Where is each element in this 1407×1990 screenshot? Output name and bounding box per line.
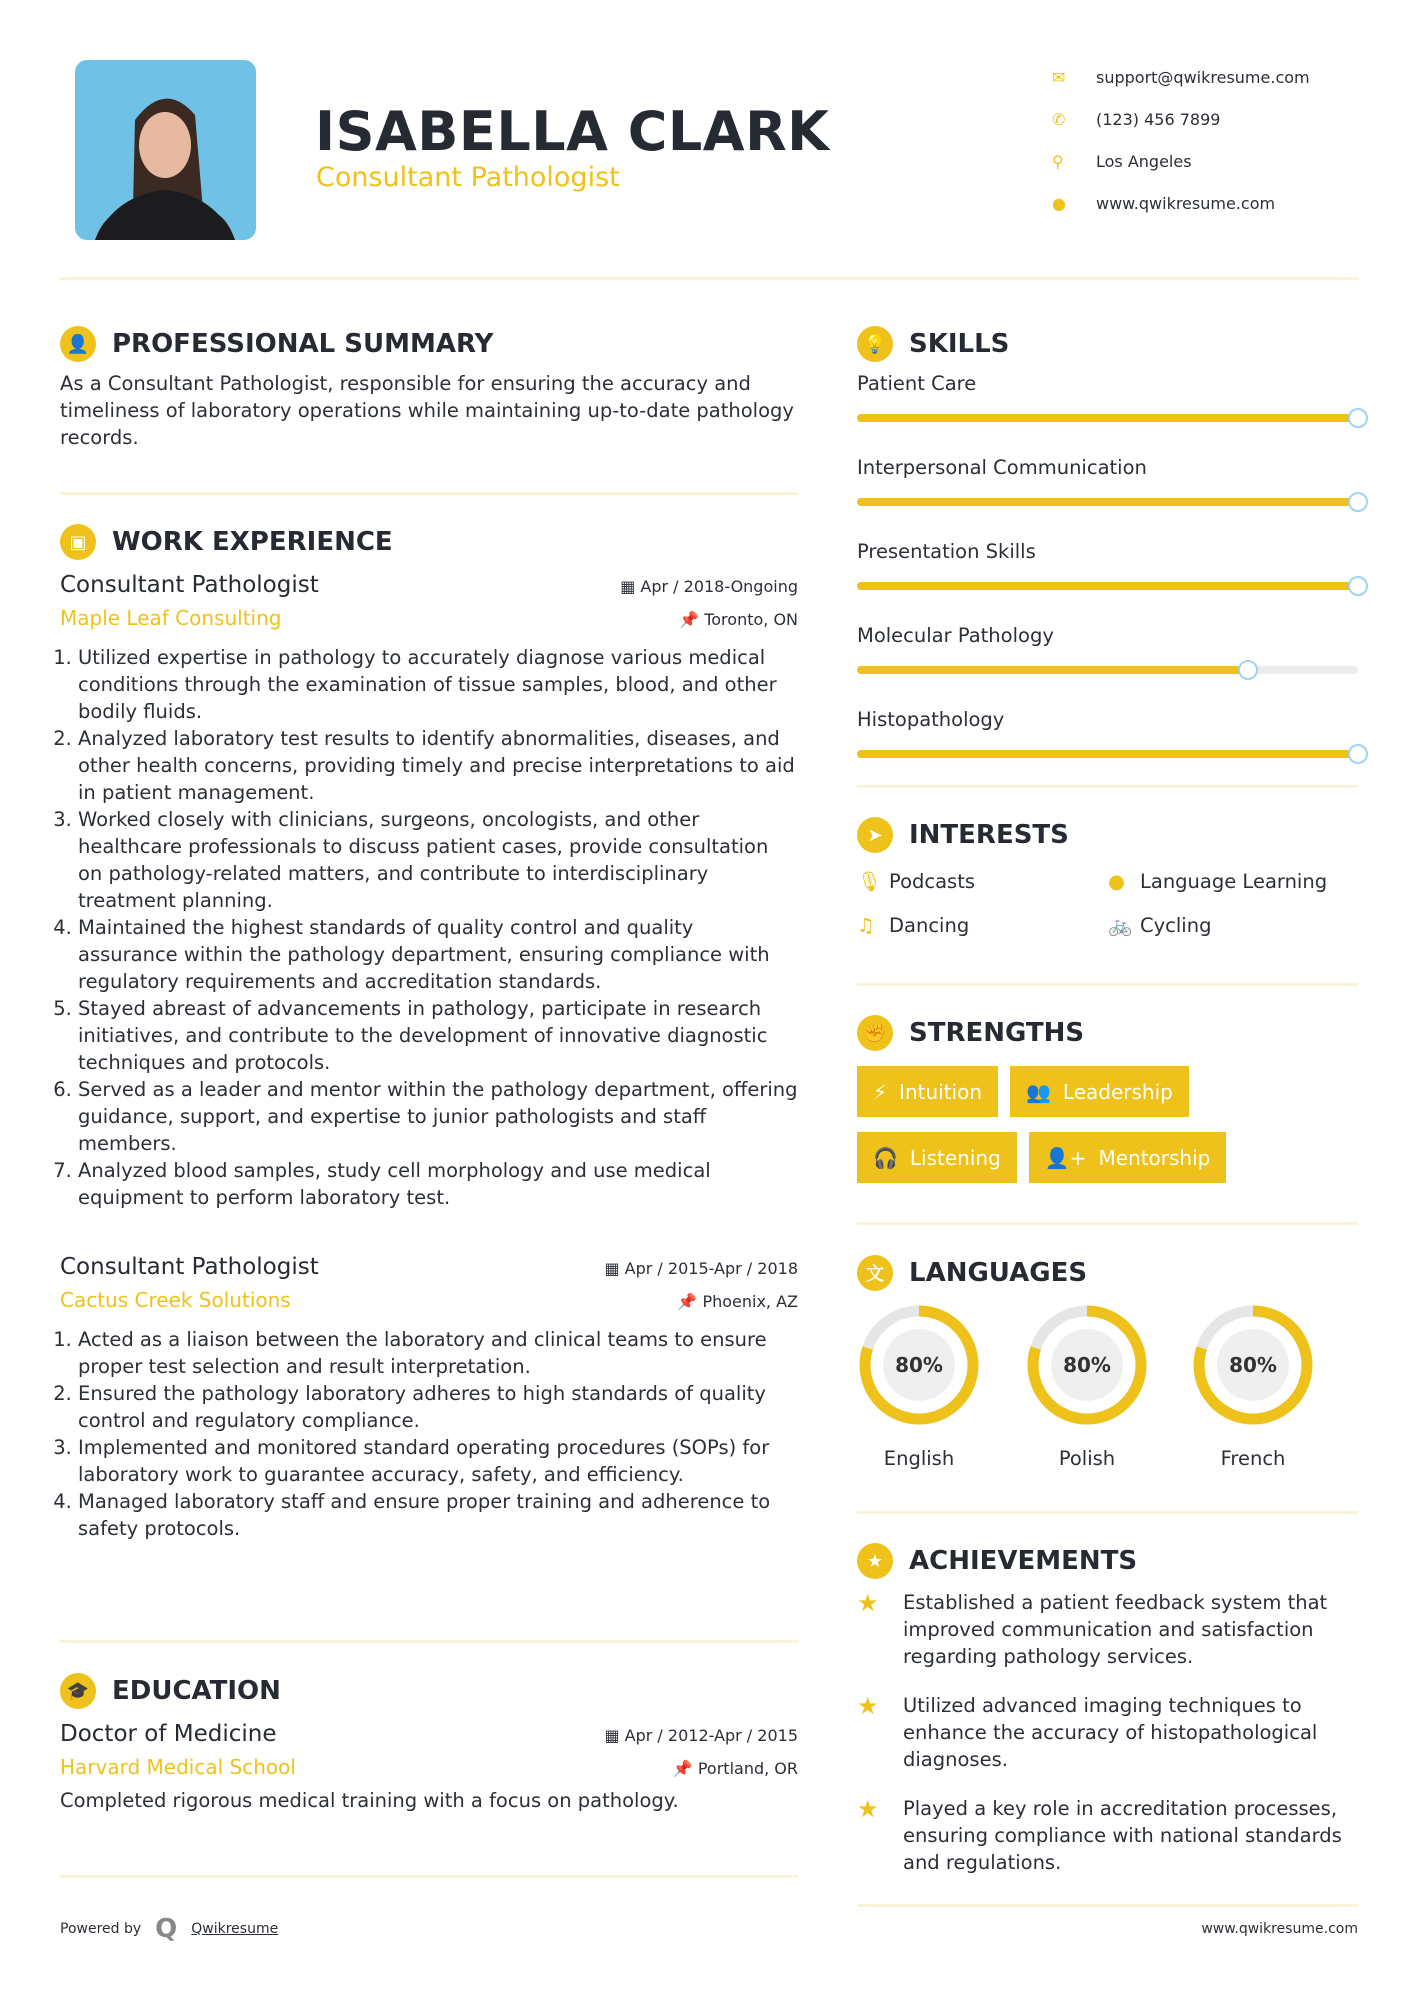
language-percent: 80% bbox=[1229, 1353, 1277, 1377]
phone-icon: ✆ bbox=[1052, 109, 1066, 129]
contact-list bbox=[1052, 56, 1310, 224]
footer-website[interactable]: www.qwikresume.com bbox=[1201, 1921, 1358, 1937]
section-heading: WORK EXPERIENCE bbox=[112, 527, 393, 557]
envelope-icon: ✉ bbox=[1052, 67, 1066, 87]
section-heading: EDUCATION bbox=[112, 1676, 281, 1706]
translate-icon: 文 bbox=[857, 1255, 893, 1291]
skill-item bbox=[857, 708, 1358, 758]
section-divider bbox=[857, 785, 1358, 788]
powered-by-label: Powered by bbox=[60, 1921, 142, 1937]
interest-item bbox=[1108, 903, 1358, 947]
contact-location bbox=[1052, 140, 1310, 182]
skill-bar-fill bbox=[857, 498, 1358, 506]
list-item: 1. Utilized expertise in pathology to accurately diagnose various medical conditions through the examination of tissue samples, blood, and other bodily fluids. bbox=[78, 644, 798, 725]
list-item: 3. Implemented and monitored standard operating procedures (SOPs) for laboratory work to guarantee accuracy, safety, and efficiency. bbox=[78, 1434, 798, 1488]
edu-description: Completed rigorous medical training with a focus on pathology. bbox=[60, 1789, 679, 1812]
section-divider bbox=[60, 1875, 798, 1878]
header-divider bbox=[60, 277, 1358, 280]
paper-plane-icon: ➤ bbox=[857, 817, 893, 853]
contact-website[interactable] bbox=[1052, 182, 1310, 224]
interest-item bbox=[857, 859, 1108, 903]
language-donut bbox=[857, 1303, 981, 1427]
skill-bar-fill bbox=[857, 666, 1248, 674]
list-item: 6. Served as a leader and mentor within the pathology department, offering guidance, support, and expertise to junior pathologists and staff members. bbox=[78, 1076, 798, 1157]
section-heading: ACHIEVEMENTS bbox=[909, 1546, 1138, 1576]
users-icon: 👥 bbox=[1026, 1079, 1051, 1104]
job-title: Consultant Pathologist bbox=[60, 572, 319, 598]
language-item bbox=[857, 1303, 981, 1470]
bicycle-icon: 🚲 bbox=[1108, 913, 1133, 937]
brand-link[interactable]: Qwikresume bbox=[191, 1921, 279, 1937]
interest-label: Cycling bbox=[1140, 913, 1212, 937]
skill-bar bbox=[857, 582, 1358, 590]
interest-item bbox=[1108, 859, 1358, 903]
globe-icon: ● bbox=[1108, 869, 1126, 893]
job-duties bbox=[60, 644, 798, 1211]
language-item bbox=[1025, 1303, 1149, 1470]
skill-label: Patient Care bbox=[857, 372, 977, 395]
skill-label: Interpersonal Communication bbox=[857, 456, 1147, 479]
skill-bar-knob bbox=[1348, 576, 1368, 596]
education-section bbox=[60, 1673, 798, 1814]
skill-label: Histopathology bbox=[857, 708, 1005, 731]
contact-text: support@qwikresume.com bbox=[1096, 67, 1310, 87]
job-duties bbox=[60, 1326, 798, 1542]
skill-item bbox=[857, 372, 1358, 422]
edu-location: Portland, OR bbox=[697, 1759, 798, 1778]
contact-phone[interactable] bbox=[1052, 98, 1310, 140]
globe-icon: ● bbox=[1052, 193, 1066, 213]
headphones-icon: 🎧 bbox=[873, 1145, 898, 1170]
job-date: Apr / 2015-Apr / 2018 bbox=[624, 1259, 798, 1278]
pin-icon: 📌 bbox=[677, 1292, 703, 1311]
skill-bar-knob bbox=[1238, 660, 1258, 680]
star-badge-icon: ★ bbox=[857, 1543, 893, 1579]
school: Harvard Medical School bbox=[60, 1755, 296, 1779]
skill-label: Molecular Pathology bbox=[857, 624, 1054, 647]
language-donut bbox=[1025, 1303, 1149, 1427]
skill-item bbox=[857, 456, 1358, 506]
section-divider bbox=[60, 492, 798, 495]
skill-item bbox=[857, 624, 1358, 674]
skill-bar bbox=[857, 750, 1358, 758]
skill-bar bbox=[857, 498, 1358, 506]
strength-label: Listening bbox=[909, 1145, 1001, 1170]
job-title: Consultant Pathologist bbox=[60, 1254, 319, 1280]
skill-bar-fill bbox=[857, 750, 1358, 758]
calendar-icon: ▦ bbox=[620, 577, 641, 596]
language-label: French bbox=[1220, 1447, 1286, 1470]
language-label: English bbox=[883, 1447, 955, 1470]
music-note-icon: ♫ bbox=[857, 913, 875, 937]
job-location: Toronto, ON bbox=[704, 610, 798, 629]
list-item: 3. Worked closely with clinicians, surgeons, oncologists, and other healthcare professionals to discuss patient cases, provide consultation on pathology-related matters, and contribute to interdisciplinary treatment planning. bbox=[78, 806, 798, 914]
achievements-section bbox=[857, 1543, 1358, 1898]
section-heading: INTERESTS bbox=[909, 820, 1069, 850]
candidate-name: ISABELLA CLARK bbox=[315, 100, 830, 163]
skills-section bbox=[857, 326, 1358, 792]
list-item: 4. Maintained the highest standards of quality control and quality assurance within the pathology department, ensuring compliance with regulatory requirements and accreditation standards. bbox=[78, 914, 798, 995]
languages-section bbox=[857, 1255, 1358, 1485]
graduation-icon: 🎓 bbox=[60, 1673, 96, 1709]
section-divider bbox=[857, 1904, 1358, 1907]
skill-item bbox=[857, 540, 1358, 590]
map-pin-icon: ⚲ bbox=[1052, 151, 1064, 171]
achievement-text: Played a key role in accreditation processes, ensuring compliance with national standards and regulations. bbox=[903, 1797, 1342, 1874]
microphone-icon: 🎙 bbox=[857, 869, 882, 893]
skill-bar bbox=[857, 414, 1358, 422]
achievement-item bbox=[857, 1795, 1358, 1876]
list-item: 2. Analyzed laboratory test results to identify abnormalities, diseases, and other health concerns, providing timely and precise interpretations to aid in patient management. bbox=[78, 725, 798, 806]
interest-label: Podcasts bbox=[889, 869, 976, 893]
footer-left bbox=[60, 1914, 278, 1944]
section-divider bbox=[857, 1511, 1358, 1514]
contact-text: Los Angeles bbox=[1096, 151, 1192, 171]
strength-tag bbox=[1029, 1132, 1227, 1183]
language-donut bbox=[1191, 1303, 1315, 1427]
user-icon: 👤 bbox=[60, 326, 96, 362]
contact-text: www.qwikresume.com bbox=[1096, 193, 1276, 213]
skill-bar-knob bbox=[1348, 408, 1368, 428]
language-percent: 80% bbox=[1063, 1353, 1111, 1377]
list-item: 5. Stayed abreast of advancements in pathology, participate in research initiatives, and contribute to the development of innovative diagnostic techniques and protocols. bbox=[78, 995, 798, 1076]
pin-icon: 📌 bbox=[679, 610, 705, 629]
calendar-icon: ▦ bbox=[604, 1259, 625, 1278]
work-section bbox=[60, 524, 798, 1211]
skill-bar-knob bbox=[1348, 744, 1368, 764]
section-heading: SKILLS bbox=[909, 329, 1010, 359]
skill-label: Presentation Skills bbox=[857, 540, 1036, 563]
interest-item bbox=[857, 903, 1108, 947]
job-company: Cactus Creek Solutions bbox=[60, 1288, 291, 1312]
achievement-text: Utilized advanced imaging techniques to enhance the accuracy of histopathological diagnoses. bbox=[903, 1694, 1318, 1771]
list-item: 4. Managed laboratory staff and ensure proper training and adherence to safety protocols. bbox=[78, 1488, 798, 1542]
section-heading: LANGUAGES bbox=[909, 1258, 1088, 1288]
job-company: Maple Leaf Consulting bbox=[60, 606, 282, 630]
summary-section bbox=[60, 326, 798, 451]
strength-tag bbox=[857, 1066, 998, 1117]
summary-text: As a Consultant Pathologist, responsible for ensuring the accuracy and timeliness of laboratory operations while maintaining up-to-date pathology records. bbox=[60, 372, 794, 449]
star-icon: ★ bbox=[857, 1692, 879, 1720]
contact-email[interactable] bbox=[1052, 56, 1310, 98]
qwikresume-logo-icon: Q bbox=[155, 1914, 178, 1944]
list-item: 2. Ensured the pathology laboratory adheres to high standards of quality control and regulatory compliance. bbox=[78, 1380, 798, 1434]
section-heading: PROFESSIONAL SUMMARY bbox=[112, 329, 494, 359]
strength-tag bbox=[857, 1132, 1017, 1183]
lightbulb-icon: 💡 bbox=[857, 326, 893, 362]
user-plus-icon: 👤+ bbox=[1044, 1145, 1087, 1170]
section-divider bbox=[857, 1222, 1358, 1225]
job-entry bbox=[60, 1254, 798, 1542]
skill-bar bbox=[857, 666, 1358, 674]
strengths-section bbox=[857, 1015, 1358, 1198]
section-heading: STRENGTHS bbox=[909, 1018, 1085, 1048]
job-date: Apr / 2018-Ongoing bbox=[640, 577, 798, 596]
profile-photo bbox=[75, 60, 256, 240]
list-item: 7. Analyzed blood samples, study cell morphology and use medical equipment to perform laboratory test. bbox=[78, 1157, 798, 1211]
interests-section bbox=[857, 817, 1358, 947]
skill-bar-fill bbox=[857, 414, 1358, 422]
star-icon: ★ bbox=[857, 1589, 879, 1617]
skill-bar-knob bbox=[1348, 492, 1368, 512]
degree: Doctor of Medicine bbox=[60, 1721, 277, 1747]
language-percent: 80% bbox=[895, 1353, 943, 1377]
strength-label: Intuition bbox=[899, 1079, 983, 1104]
fist-icon: ✊ bbox=[857, 1015, 893, 1051]
briefcase-icon: ▣ bbox=[60, 524, 96, 560]
strength-label: Mentorship bbox=[1098, 1145, 1211, 1170]
contact-text: (123) 456 7899 bbox=[1096, 109, 1221, 129]
strength-label: Leadership bbox=[1062, 1079, 1173, 1104]
candidate-title: Consultant Pathologist bbox=[316, 162, 620, 193]
section-divider bbox=[60, 1640, 798, 1643]
magic-wand-icon: ⚡ bbox=[873, 1079, 888, 1104]
edu-date: Apr / 2012-Apr / 2015 bbox=[624, 1726, 798, 1745]
list-item: 1. Acted as a liaison between the laboratory and clinical teams to ensure proper test selection and result interpretation. bbox=[78, 1326, 798, 1380]
skill-bar-fill bbox=[857, 582, 1358, 590]
star-icon: ★ bbox=[857, 1795, 879, 1823]
language-item bbox=[1191, 1303, 1315, 1470]
job-location: Phoenix, AZ bbox=[702, 1292, 798, 1311]
achievement-item bbox=[857, 1589, 1358, 1670]
language-label: Polish bbox=[1058, 1447, 1116, 1470]
interest-label: Dancing bbox=[889, 913, 970, 937]
interest-label: Language Learning bbox=[1140, 869, 1328, 893]
achievement-text: Established a patient feedback system that improved communication and satisfaction regarding pathology services. bbox=[903, 1591, 1328, 1668]
calendar-icon: ▦ bbox=[604, 1726, 625, 1745]
pin-icon: 📌 bbox=[672, 1759, 698, 1778]
job-entry bbox=[60, 572, 798, 1211]
strength-tag bbox=[1010, 1066, 1189, 1117]
section-divider bbox=[857, 983, 1358, 986]
achievement-item bbox=[857, 1692, 1358, 1773]
